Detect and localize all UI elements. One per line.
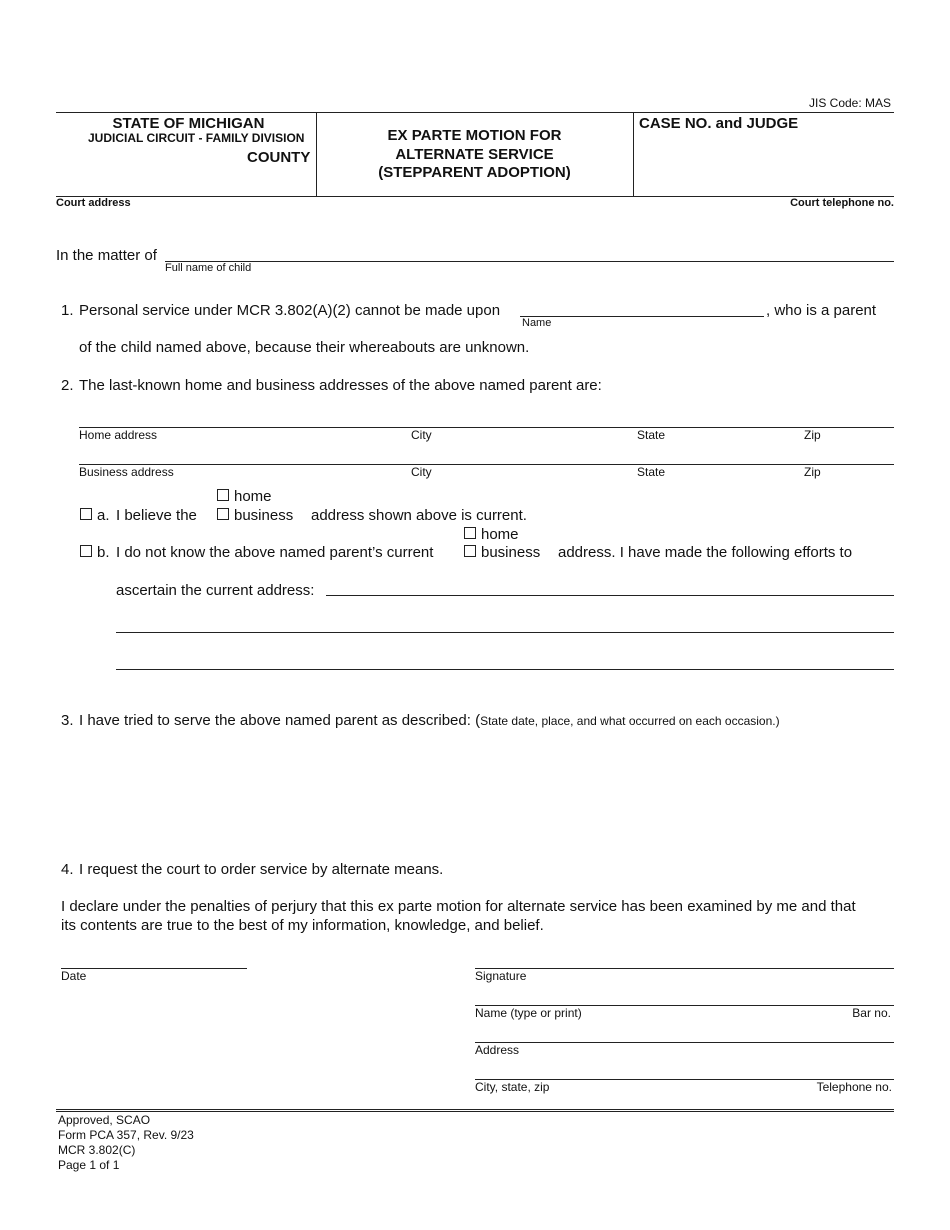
item-1-number: 1. bbox=[61, 302, 74, 319]
option-b-home-checkbox[interactable] bbox=[464, 527, 476, 539]
footer-rule-1 bbox=[56, 1109, 894, 1110]
option-a-home-checkbox[interactable] bbox=[217, 489, 229, 501]
header-top-rule bbox=[56, 112, 894, 113]
efforts-field-1[interactable] bbox=[326, 595, 894, 596]
efforts-field-3[interactable] bbox=[116, 669, 894, 670]
declaration-line-2: its contents are true to the best of my information, knowledge, and belief. bbox=[61, 917, 544, 934]
item-1-text-a: Personal service under MCR 3.802(A)(2) cannot be made upon bbox=[79, 302, 501, 319]
signature-caption: Signature bbox=[475, 969, 527, 983]
parent-name-caption: Name bbox=[522, 317, 552, 329]
footer-form: Form PCA 357, Rev. 9/23 bbox=[58, 1128, 194, 1142]
telephone-caption: Telephone no. bbox=[816, 1080, 892, 1094]
county-label: COUNTY bbox=[247, 149, 311, 166]
footer-page: Page 1 of 1 bbox=[58, 1158, 120, 1172]
circuit-label: JUDICIAL CIRCUIT - FAMILY DIVISION bbox=[88, 131, 305, 145]
option-b-line2: ascertain the current address: bbox=[116, 582, 315, 599]
footer-rule-2 bbox=[56, 1111, 894, 1112]
option-a-checkbox[interactable] bbox=[80, 508, 92, 520]
item-2-text: The last-known home and business addresses of the above named parent are: bbox=[79, 377, 602, 394]
option-b-text: I do not know the above named parent’s current bbox=[116, 544, 434, 561]
city-state-zip-caption: City, state, zip bbox=[475, 1080, 550, 1094]
jis-code: JIS Code: MAS bbox=[809, 96, 892, 110]
option-b-label: b. bbox=[97, 544, 110, 561]
business-address-field[interactable] bbox=[79, 464, 894, 465]
title-line-2: ALTERNATE SERVICE bbox=[395, 145, 554, 163]
footer-info bbox=[58, 1113, 194, 1173]
item-3-main: I have tried to serve the above named parent as described: ( bbox=[79, 712, 481, 729]
header-bottom-rule bbox=[56, 196, 894, 197]
option-b-checkbox[interactable] bbox=[80, 545, 92, 557]
footer-rule: MCR 3.802(C) bbox=[58, 1143, 136, 1157]
signature-field[interactable] bbox=[475, 968, 894, 969]
efforts-field-2[interactable] bbox=[116, 632, 894, 633]
date-field[interactable] bbox=[61, 968, 247, 969]
option-b-tail: address. I have made the following efforts to bbox=[558, 544, 853, 561]
matter-label: In the matter of bbox=[56, 247, 157, 264]
address-caption: Address bbox=[475, 1043, 520, 1057]
business-city-caption: City bbox=[411, 465, 432, 479]
home-city-caption: City bbox=[411, 428, 432, 442]
item-3-number: 3. bbox=[61, 712, 74, 729]
home-address-field[interactable] bbox=[79, 427, 894, 428]
date-caption: Date bbox=[61, 969, 87, 983]
home-address-caption: Home address bbox=[79, 428, 158, 442]
footer-approved: Approved, SCAO bbox=[58, 1113, 151, 1127]
title-line-1: EX PARTE MOTION FOR bbox=[387, 127, 562, 144]
item-3-note: State date, place, and what occurred on each occasion.) bbox=[480, 714, 780, 728]
address-field[interactable] bbox=[475, 1042, 894, 1043]
bar-no-caption: Bar no. bbox=[852, 1006, 891, 1020]
child-name-field[interactable] bbox=[165, 261, 894, 262]
item-4-text: I request the court to order service by alternate means. bbox=[79, 861, 444, 878]
option-a-home-label: home bbox=[234, 488, 272, 505]
item-4-number: 4. bbox=[61, 861, 74, 878]
home-zip-caption: Zip bbox=[804, 428, 821, 442]
item-1-text-b: , who is a parent bbox=[766, 302, 877, 319]
business-address-caption: Business address bbox=[79, 465, 174, 479]
option-b-business-label: business bbox=[481, 544, 541, 561]
business-zip-caption: Zip bbox=[804, 465, 821, 479]
printed-name-caption: Name (type or print) bbox=[475, 1006, 582, 1020]
form-title bbox=[316, 127, 633, 183]
court-phone-label: Court telephone no. bbox=[790, 197, 894, 209]
option-a-business-label: business bbox=[234, 507, 294, 524]
item-1-text-c: of the child named above, because their whereabouts are unknown. bbox=[79, 339, 530, 356]
business-state-caption: State bbox=[637, 465, 666, 479]
option-b-home-label: home bbox=[481, 526, 519, 543]
option-a-tail: address shown above is current. bbox=[311, 507, 527, 524]
option-a-text: I believe the bbox=[116, 507, 197, 524]
case-no-label: CASE NO. and JUDGE bbox=[639, 115, 799, 132]
declaration-line-1: I declare under the penalties of perjury that this ex parte motion for alternate service has been examined by me and that bbox=[61, 898, 856, 915]
option-b-business-checkbox[interactable] bbox=[464, 545, 476, 557]
home-state-caption: State bbox=[637, 428, 666, 442]
item-3-text bbox=[79, 712, 780, 729]
child-name-caption: Full name of child bbox=[165, 262, 252, 274]
parent-name-field[interactable] bbox=[520, 316, 764, 317]
header-divider-right bbox=[633, 112, 634, 196]
option-a-business-checkbox[interactable] bbox=[217, 508, 229, 520]
title-line-3: (STEPPARENT ADOPTION) bbox=[378, 164, 571, 181]
service-attempts-area[interactable] bbox=[79, 735, 894, 845]
item-2-number: 2. bbox=[61, 377, 74, 394]
option-a-label: a. bbox=[97, 507, 110, 524]
state-name: STATE OF MICHIGAN bbox=[112, 115, 265, 132]
court-address-label: Court address bbox=[56, 197, 131, 209]
